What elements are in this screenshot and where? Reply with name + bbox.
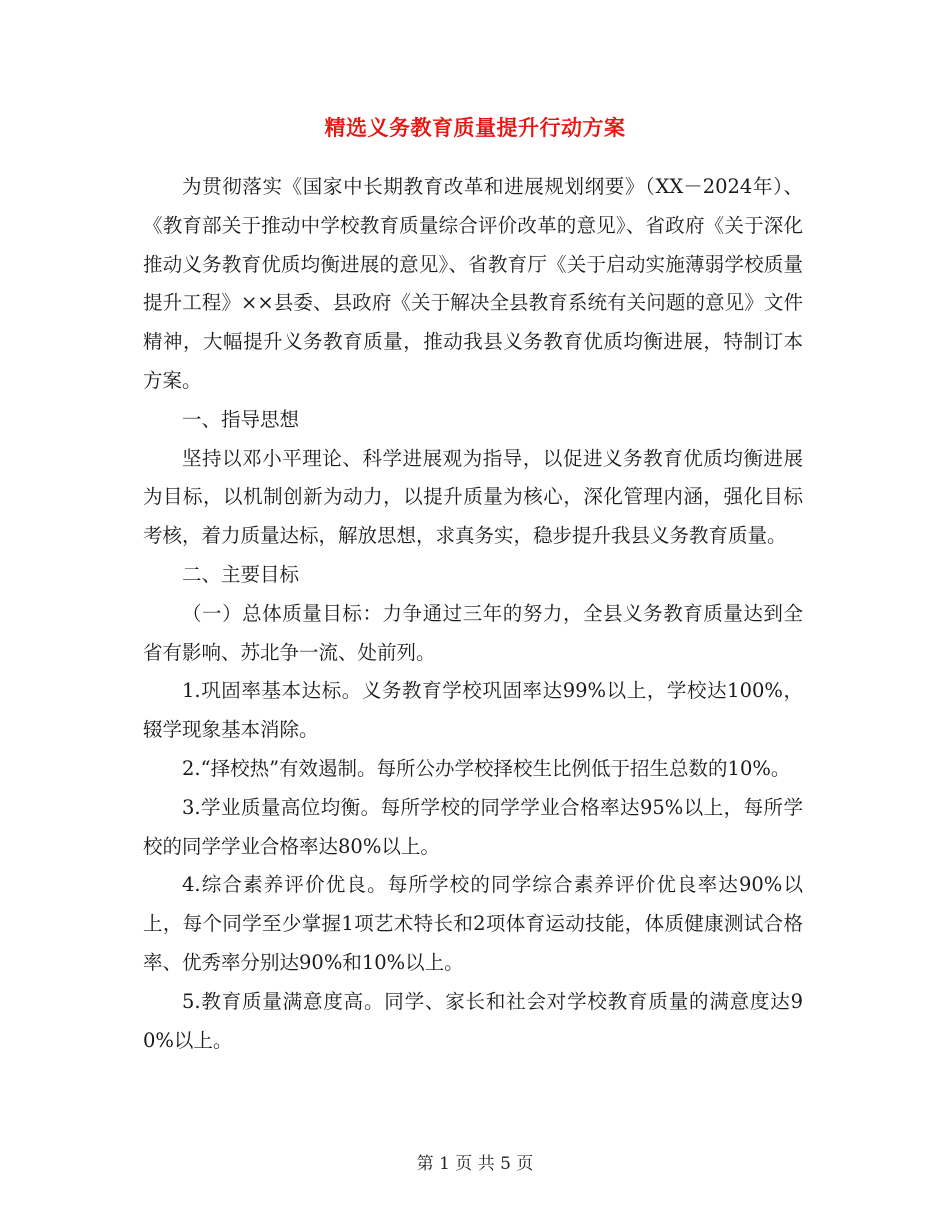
list-item-goal-1: 1.巩固率基本达标。义务教育学校巩固率达99%以上，学校达100%，辍学现象基本消除。 <box>143 679 803 742</box>
paragraph-guiding-ideology: 坚持以邓小平理论、科学进展观为指导，以促进义务教育优质均衡进展为目标，以机制创新为动力，以提升质量为核心，深化管理内涵，强化目标考核，着力质量达标，解放思想，求真务实，稳步提升我县义务教育质量。 <box>143 446 803 548</box>
document-title: 精选义务教育质量提升行动方案 <box>324 116 626 140</box>
list-item-goal-4: 4.综合素养评价优良。每所学校的同学综合素养评价优良率达90%以上，每个同学至少掌握1项艺术特长和2项体育运动技能，体质健康测试合格率、优秀率分别达90%和10%以上。 <box>143 873 803 974</box>
document-body <box>143 168 803 1060</box>
list-item-goal-3: 3.学业质量高位均衡。每所学校的同学学业合格率达95%以上，每所学校的同学学业合格率达80%以上。 <box>143 795 803 858</box>
heading-main-goals: 二、主要目标 <box>182 562 300 586</box>
heading-guiding-ideology: 一、指导思想 <box>182 407 300 431</box>
list-item-goal-2: 2.“择校热”有效遏制。每所公办学校择校生比例低于招生总数的10%。 <box>182 756 791 780</box>
page-number-label: 第 1 页 共 5 页 <box>416 1154 534 1174</box>
page-footer <box>0 1152 950 1176</box>
list-item-goal-5: 5.教育质量满意度高。同学、家长和社会对学校教育质量的满意度达90%以上。 <box>143 989 803 1052</box>
paragraph-intro: 为贯彻落实《国家中长期教育改革和进展规划纲要》（XX－2024年）、《教育部关于推动中学校教育质量综合评价改革的意见》、省政府《关于深化推动义务教育优质均衡进展的意见》、省教育厅《关于启动实施薄弱学校质量提升工程》××县委、县政府《关于解决全县教育系统有关问题的意见》文件精神，大幅提升义务教育质量，推动我县义务教育优质均衡进展，特制订本方案。 <box>143 175 803 392</box>
paragraph-overall-goal: （一）总体质量目标：力争通过三年的努力，全县义务教育质量达到全省有影响、苏北争一流、处前列。 <box>143 601 803 664</box>
